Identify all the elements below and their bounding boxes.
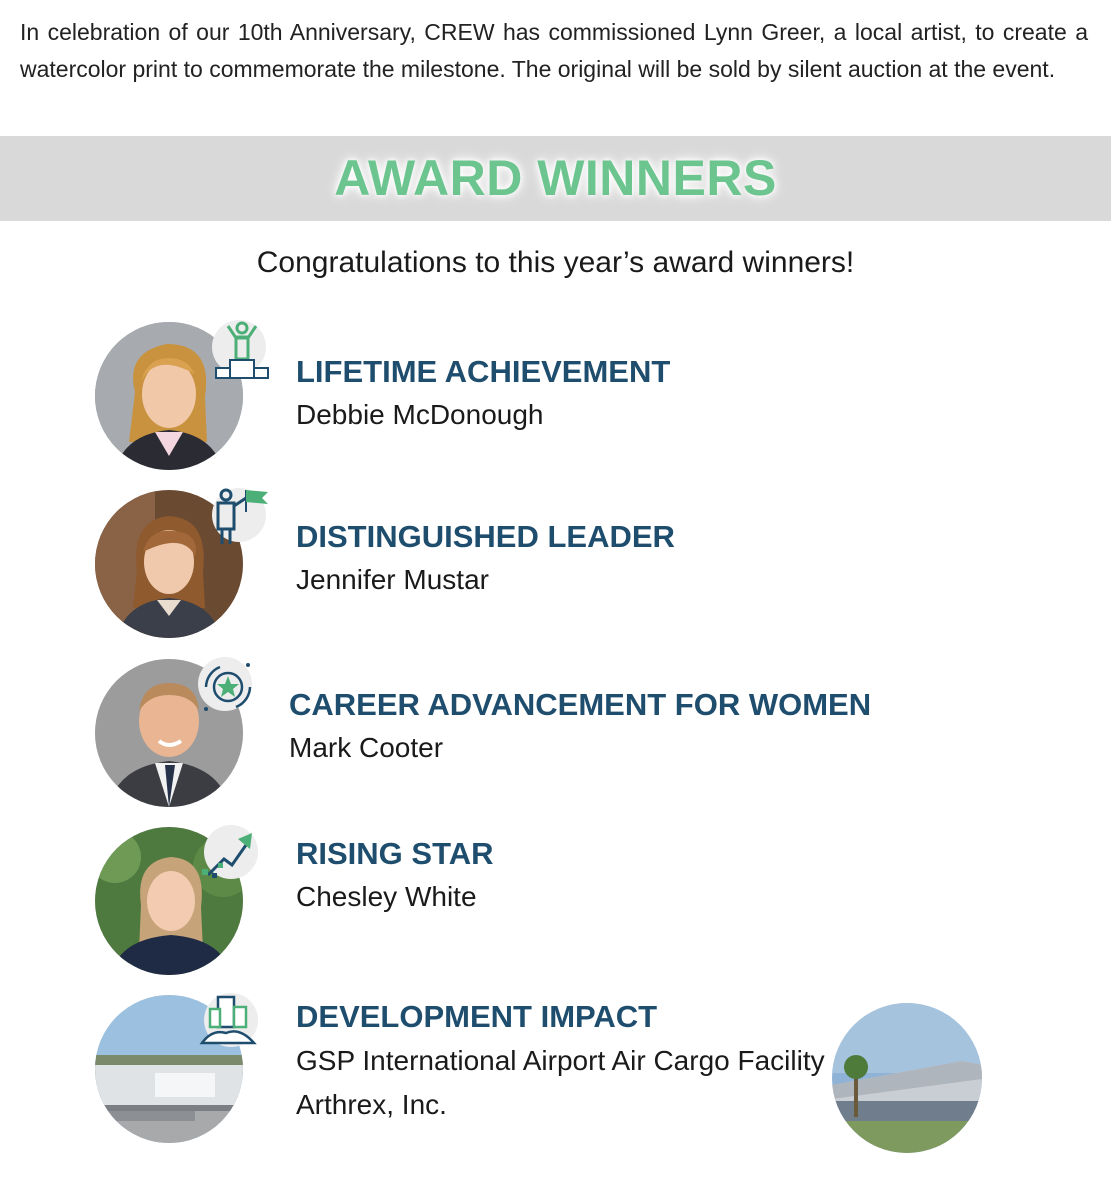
award-winner-name: Chesley White [296,881,477,912]
arthrex-building-photo [832,1003,982,1153]
award-winner-name: Debbie McDonough [296,399,544,430]
intro-paragraph: In celebration of our 10th Anniversary, CREW has commissioned Lynn Greer, a local artist, to create a watercolor print to commemorate the milestone. The original will be sold by silent auction at the event. [20,19,1088,82]
city-buildings-icon [198,993,256,1051]
star-burst-icon [198,657,256,715]
banner-title: AWARD WINNERS [334,150,777,206]
podium-winner-icon [212,320,270,378]
award-career-advancement-for-women [0,659,1111,819]
award-winner-name: Jennifer Mustar [296,564,489,595]
congratulations-text: Congratulations to this year’s award winners! [256,246,855,279]
award-title: DISTINGUISHED LEADER [296,519,675,554]
award-winner-name: Mark Cooter [289,732,444,763]
growth-arrow-icon [198,825,256,883]
award-rising-star [0,827,1111,987]
award-title: RISING STAR [296,836,494,871]
award-title: CAREER ADVANCEMENT FOR WOMEN [289,687,872,722]
award-winner-name: GSP International Airport Air Cargo Facility [296,1045,825,1076]
award-winner-name: Arthrex, Inc. [296,1089,447,1120]
award-lifetime-achievement [0,322,1111,482]
person-flag-icon [212,488,270,546]
award-distinguished-leader [0,490,1111,650]
award-title: LIFETIME ACHIEVEMENT [296,354,671,389]
award-title: DEVELOPMENT IMPACT [296,999,658,1034]
